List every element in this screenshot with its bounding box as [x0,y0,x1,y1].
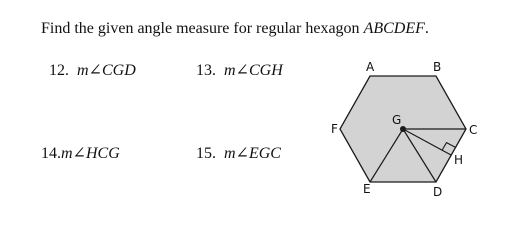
problem-number: 13. [196,62,216,79]
problem-number: 15. [196,145,216,162]
vertex-label-e: E [363,182,371,196]
problem-expression: m∠CGD [77,62,136,79]
vertex-label-c: C [469,123,478,137]
center-label-g: G [392,113,402,127]
vertex-label-f: F [331,122,338,136]
hexagon-name: ABCDEF [363,20,425,37]
vertex-label-d: D [433,185,443,199]
problem-number: 12. [49,62,69,79]
foot-label-h: H [454,153,464,167]
vertex-label-b: B [433,60,442,74]
instruction-end: . [424,20,429,37]
problem-expression: m∠HCG [61,145,120,162]
problem-expression: m∠EGC [224,145,281,162]
problem-number: 14. [41,145,61,162]
problem-expression: m∠CGH [224,62,283,79]
instruction-lead: Find the given angle measure for regular hexagon [41,20,364,37]
vertex-label-a: A [366,60,375,74]
